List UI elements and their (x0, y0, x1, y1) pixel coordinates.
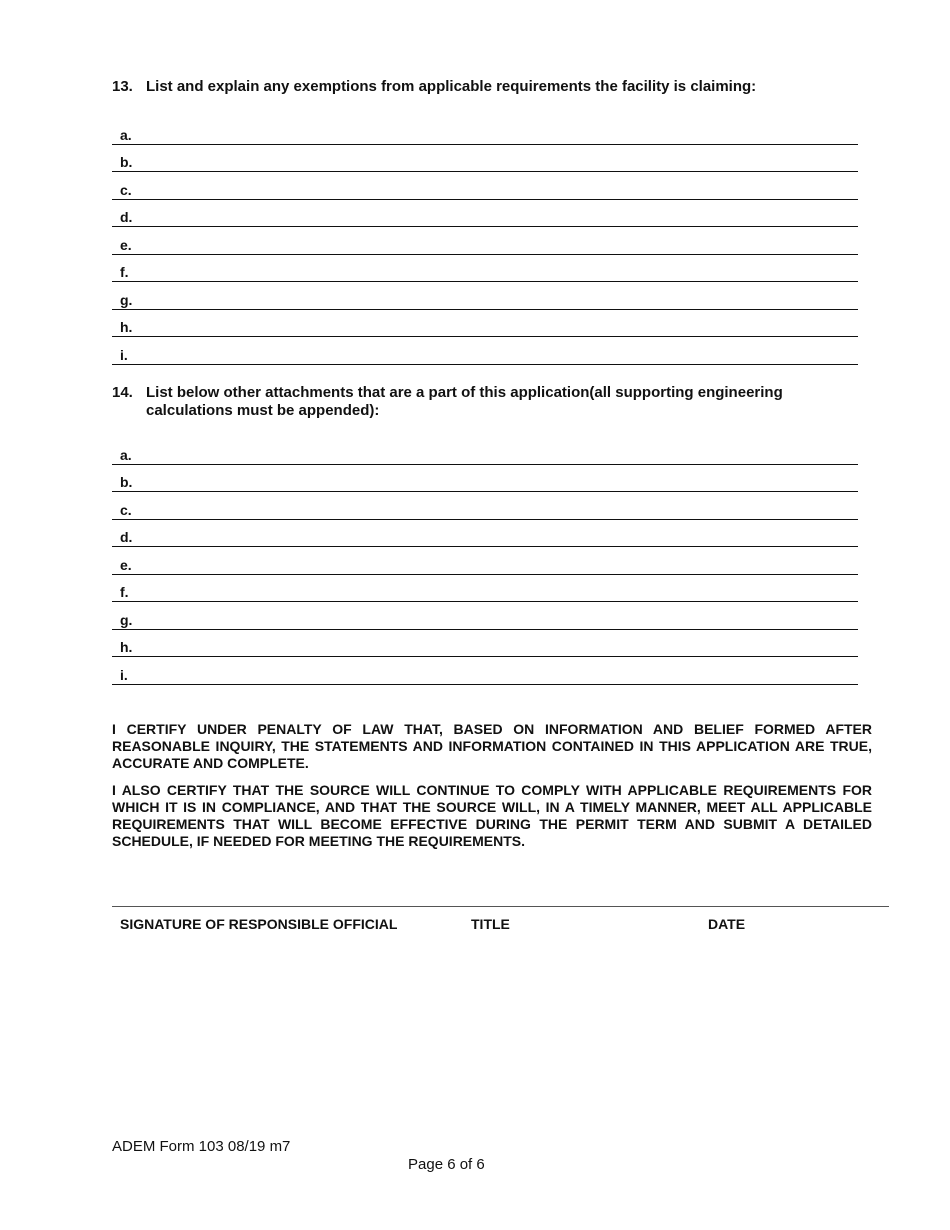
line-label: i. (120, 346, 128, 363)
section-13-heading (112, 78, 842, 96)
line-label: c. (120, 181, 132, 198)
section-14-number: 14. (112, 384, 133, 401)
line-label: g. (120, 291, 133, 308)
attachment-line-h[interactable] (112, 630, 858, 658)
date-label: DATE (708, 916, 746, 932)
section-14-heading (112, 384, 842, 420)
line-label: h. (120, 319, 133, 335)
exemption-line-b[interactable] (112, 145, 858, 173)
line-label: g. (120, 611, 133, 628)
line-label: d. (120, 529, 133, 545)
line-label: b. (120, 474, 133, 490)
attachment-line-i[interactable] (112, 657, 858, 685)
section-13-text: List and explain any exemptions from applicable requirements the facility is claiming: (146, 78, 757, 95)
attachment-line-a[interactable] (112, 437, 858, 465)
exemption-line-h[interactable] (112, 310, 858, 338)
signature-label: SIGNATURE OF RESPONSIBLE OFFICIAL (120, 916, 398, 932)
attachment-line-f[interactable] (112, 575, 858, 603)
form-id: ADEM Form 103 08/19 m7 (112, 1138, 291, 1155)
line-label: h. (120, 639, 133, 655)
page-number: Page 6 of 6 (408, 1156, 485, 1173)
exemption-line-f[interactable] (112, 255, 858, 283)
line-label: c. (120, 501, 132, 518)
attachment-line-e[interactable] (112, 547, 858, 575)
line-label: a. (120, 446, 132, 463)
exemption-line-c[interactable] (112, 172, 858, 200)
section-14-text: List below other attachments that are a part of this application(all supporting engineering calculations must be appended): (146, 384, 783, 419)
line-label: f. (120, 584, 129, 600)
title-label: TITLE (471, 916, 510, 932)
signature-line[interactable] (112, 906, 889, 907)
exemption-line-i[interactable] (112, 337, 858, 365)
line-label: i. (120, 666, 128, 683)
certification-paragraph-2: I ALSO CERTIFY THAT THE SOURCE WILL CONTINUE TO COMPLY WITH APPLICABLE REQUIREMENTS FOR WHICH IT IS IN COMPLIANCE, AND THAT THE SOURCE WILL, IN A TIMELY MANNER, MEET ALL APPLICABLE REQUIREMENTS THAT WILL BECOME EFFECTIVE DURING THE PERMIT TERM AND SUBMIT A DETAILED SCHEDULE, IF NEEDED FOR MEETING THE REQUIREMENTS. (112, 782, 872, 849)
exemption-line-d[interactable] (112, 200, 858, 228)
attachment-line-g[interactable] (112, 602, 858, 630)
line-label: b. (120, 154, 133, 170)
attachment-line-d[interactable] (112, 520, 858, 548)
exemption-line-g[interactable] (112, 282, 858, 310)
line-label: a. (120, 126, 132, 143)
line-label: e. (120, 556, 132, 573)
attachment-line-c[interactable] (112, 492, 858, 520)
section-14-lines (112, 437, 858, 685)
section-13-lines (112, 117, 858, 365)
certification-paragraph-1: I CERTIFY UNDER PENALTY OF LAW THAT, BASED ON INFORMATION AND BELIEF FORMED AFTER REASONABLE INQUIRY, THE STATEMENTS AND INFORMATION CONTAINED IN THIS APPLICATION ARE TRUE, ACCURATE AND COMPLETE. (112, 721, 872, 771)
attachment-line-b[interactable] (112, 465, 858, 493)
line-label: e. (120, 236, 132, 253)
section-13-number: 13. (112, 78, 133, 95)
line-label: d. (120, 209, 133, 225)
exemption-line-e[interactable] (112, 227, 858, 255)
exemption-line-a[interactable] (112, 117, 858, 145)
line-label: f. (120, 264, 129, 280)
